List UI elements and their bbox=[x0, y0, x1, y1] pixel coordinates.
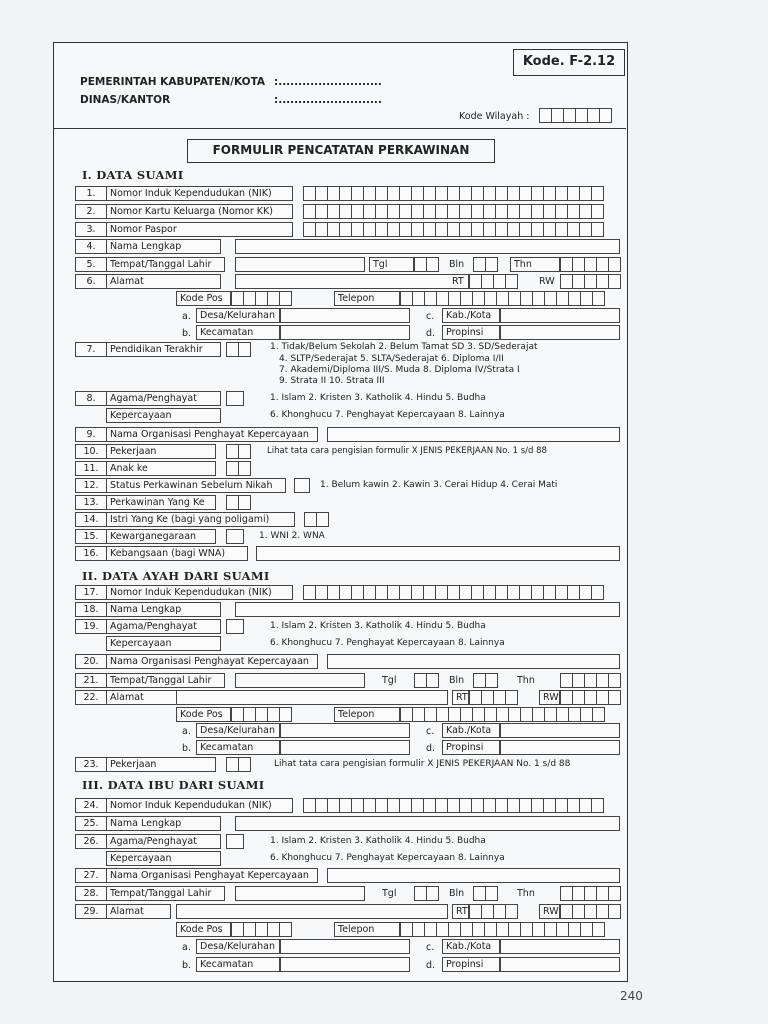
thn-cells[interactable] bbox=[560, 257, 620, 272]
ibu-nama-input[interactable] bbox=[235, 816, 620, 831]
field-28-label: 28. Tempat/Tanggal Lahir bbox=[75, 886, 225, 901]
ayah-thn-cells[interactable] bbox=[560, 673, 620, 688]
kode-wilayah-cells[interactable] bbox=[539, 108, 611, 123]
field-9-label: 9. Nama Organisasi Penghayat Kepercayaan bbox=[75, 427, 318, 442]
gov-label: PEMERINTAH KABUPATEN/KOTA bbox=[80, 76, 266, 88]
field-21-label: 21. Tempat/Tanggal Lahir bbox=[75, 673, 225, 688]
desa-label: Desa/Kelurahan bbox=[196, 308, 280, 323]
ibu-nik-cells[interactable] bbox=[303, 798, 603, 813]
ibu-desa-input[interactable] bbox=[280, 939, 410, 954]
ayah-thn-label: Thn bbox=[517, 675, 535, 686]
field-19-label: 19. Agama/Penghayat bbox=[75, 619, 221, 634]
ayah-nik-cells[interactable] bbox=[303, 585, 603, 600]
ayah-rw-label: RW bbox=[539, 690, 560, 705]
form-page bbox=[53, 42, 628, 982]
kewarganegaraan-opts: 1. WNI 2. WNA bbox=[259, 531, 325, 541]
section-data-ayah: II. DATA AYAH DARI SUAMI bbox=[82, 569, 270, 583]
field-8-kepercayaan: Kepercayaan bbox=[106, 408, 221, 423]
kk-cells[interactable] bbox=[303, 204, 603, 219]
tgl-label: Tgl bbox=[369, 257, 414, 272]
field-25-label: 25. Nama Lengkap bbox=[75, 816, 221, 831]
ibu-kodepos-cells[interactable] bbox=[231, 922, 291, 937]
field-29-label: 29. Alamat bbox=[75, 904, 171, 919]
kab-label: Kab./Kota bbox=[442, 308, 500, 323]
ayah-kodepos-label: Kode Pos bbox=[176, 707, 231, 722]
kab-input[interactable] bbox=[500, 308, 620, 323]
rt-cells[interactable] bbox=[469, 274, 517, 289]
field-5-label: 5. Tempat/Tanggal Lahir bbox=[75, 257, 225, 272]
ayah-bln-label: Bln bbox=[449, 675, 465, 686]
tgl-cells[interactable] bbox=[414, 257, 438, 272]
ibu-rt-cells[interactable] bbox=[469, 904, 517, 919]
field-23-label: 23. Pekerjaan bbox=[75, 757, 216, 772]
field-3-label: 3. Nomor Paspor bbox=[75, 222, 293, 237]
kodepos-cells[interactable] bbox=[231, 291, 291, 306]
field-15-label: 15. Kewarganegaraan bbox=[75, 529, 216, 544]
anak-ke-cells[interactable] bbox=[226, 461, 250, 476]
ayah-sub-b: b. bbox=[182, 743, 192, 754]
telepon-label: Telepon bbox=[334, 291, 400, 306]
rt-label: RT bbox=[452, 276, 464, 287]
nama-input[interactable] bbox=[235, 239, 620, 254]
kodepos-label: Kode Pos bbox=[176, 291, 231, 306]
ibu-thn-cells[interactable] bbox=[560, 886, 620, 901]
ibu-agama-cells[interactable] bbox=[226, 834, 243, 849]
pendidikan-opt-2: 4. SLTP/Sederajat 5. SLTA/Sederajat 6. Diploma I/II bbox=[279, 354, 504, 364]
field-26-label: 26. Agama/Penghayat bbox=[75, 834, 221, 849]
ibu-alamat-input[interactable] bbox=[176, 904, 448, 919]
page-number: 240 bbox=[620, 989, 643, 1003]
tempat-lahir-input[interactable] bbox=[235, 257, 365, 272]
ibu-tempat-lahir-input[interactable] bbox=[235, 886, 365, 901]
ibu-telepon-cells[interactable] bbox=[400, 922, 604, 937]
field-18-label: 18. Nama Lengkap bbox=[75, 602, 221, 617]
ibu-bln-label: Bln bbox=[449, 888, 465, 899]
pendidikan-opt-1: 1. Tidak/Belum Sekolah 2. Belum Tamat SD 3. SD/Sederajat bbox=[270, 342, 538, 352]
ayah-kecamatan-label: Kecamatan bbox=[196, 740, 280, 755]
gov-dots: :.......................... bbox=[274, 76, 382, 88]
paspor-cells[interactable] bbox=[303, 222, 603, 237]
ayah-tempat-lahir-input[interactable] bbox=[235, 673, 365, 688]
propinsi-label: Propinsi bbox=[442, 325, 500, 340]
istri-ke-cells[interactable] bbox=[304, 512, 328, 527]
ibu-rt-label: RT bbox=[452, 904, 469, 919]
field-1-label: 1. Nomor Induk Kependudukan (NIK) bbox=[75, 186, 293, 201]
ibu-kecamatan-label: Kecamatan bbox=[196, 957, 280, 972]
section-data-ibu: III. DATA IBU DARI SUAMI bbox=[82, 778, 265, 792]
desa-input[interactable] bbox=[280, 308, 410, 323]
ayah-kab-input[interactable] bbox=[500, 723, 620, 738]
pendidikan-opt-4: 9. Strata II 10. Strata III bbox=[279, 376, 385, 386]
ibu-propinsi-label: Propinsi bbox=[442, 957, 500, 972]
kecamatan-input[interactable] bbox=[280, 325, 410, 340]
section-data-suami: I. DATA SUAMI bbox=[82, 168, 184, 182]
field-11-label: 11. Anak ke bbox=[75, 461, 216, 476]
ibu-agama-opt-2: 6. Khonghucu 7. Penghayat Kepercayaan 8. Lainnya bbox=[270, 853, 505, 863]
ibu-propinsi-input[interactable] bbox=[500, 957, 620, 972]
ayah-nama-input[interactable] bbox=[235, 602, 620, 617]
pendidikan-cells[interactable] bbox=[226, 342, 250, 357]
ayah-organisasi-input[interactable] bbox=[327, 654, 620, 669]
field-8-label: 8. Agama/Penghayat bbox=[75, 391, 221, 406]
pendidikan-opt-3: 7. Akademi/Diploma III/S. Muda 8. Diploma IV/Strata I bbox=[279, 365, 520, 375]
field-2-label: 2. Nomor Kartu Keluarga (Nomor KK) bbox=[75, 204, 293, 219]
propinsi-input[interactable] bbox=[500, 325, 620, 340]
ibu-kodepos-label: Kode Pos bbox=[176, 922, 231, 937]
ayah-telepon-label: Telepon bbox=[334, 707, 400, 722]
ibu-kab-input[interactable] bbox=[500, 939, 620, 954]
field-13-label: 13. Perkawinan Yang Ke bbox=[75, 495, 216, 510]
ayah-rw-cells[interactable] bbox=[560, 690, 620, 705]
field-10-label: 10. Pekerjaan bbox=[75, 444, 216, 459]
form-code-box: Kode. F-2.12 bbox=[513, 49, 625, 76]
field-4-label: 4. Nama Lengkap bbox=[75, 239, 221, 254]
ayah-kab-label: Kab./Kota bbox=[442, 723, 500, 738]
nik-cells[interactable] bbox=[303, 186, 603, 201]
ibu-telepon-label: Telepon bbox=[334, 922, 400, 937]
ayah-telepon-cells[interactable] bbox=[400, 707, 604, 722]
ayah-agama-opt-2: 6. Khonghucu 7. Penghayat Kepercayaan 8. Lainnya bbox=[270, 638, 505, 648]
field-22-label: 22. Alamat bbox=[75, 690, 221, 705]
ayah-propinsi-input[interactable] bbox=[500, 740, 620, 755]
ibu-thn-label: Thn bbox=[517, 888, 535, 899]
agama-cells[interactable] bbox=[226, 391, 243, 406]
ibu-rw-label: RW bbox=[539, 904, 560, 919]
ayah-agama-cells[interactable] bbox=[226, 619, 243, 634]
ayah-propinsi-label: Propinsi bbox=[442, 740, 500, 755]
perkawinan-ke-cells[interactable] bbox=[226, 495, 250, 510]
ayah-sub-a: a. bbox=[182, 726, 191, 737]
ibu-sub-c: c. bbox=[426, 942, 435, 953]
ibu-organisasi-input[interactable] bbox=[327, 868, 620, 883]
form-title: FORMULIR PENCATATAN PERKAWINAN bbox=[187, 139, 495, 163]
ibu-desa-label: Desa/Kelurahan bbox=[196, 939, 280, 954]
ayah-sub-d: d. bbox=[426, 743, 436, 754]
pekerjaan-note: Lihat tata cara pengisian formulir X JENIS PEKERJAAN No. 1 s/d 88 bbox=[267, 446, 547, 456]
ibu-sub-a: a. bbox=[182, 942, 191, 953]
field-17-label: 17. Nomor Induk Kependudukan (NIK) bbox=[75, 585, 293, 600]
agama-opt-2: 6. Khonghucu 7. Penghayat Kepercayaan 8. Lainnya bbox=[270, 410, 505, 420]
ayah-tgl-cells[interactable] bbox=[414, 673, 438, 688]
ibu-tgl-cells[interactable] bbox=[414, 886, 438, 901]
ayah-kecamatan-input[interactable] bbox=[280, 740, 410, 755]
ayah-pekerjaan-cells[interactable] bbox=[226, 757, 250, 772]
field-26-kepercayaan: Kepercayaan bbox=[106, 851, 221, 866]
bln-cells[interactable] bbox=[473, 257, 497, 272]
field-6-label: 6. Alamat bbox=[75, 274, 221, 289]
alamat-input[interactable] bbox=[235, 274, 469, 289]
ayah-bln-cells[interactable] bbox=[473, 673, 497, 688]
ayah-pekerjaan-note: Lihat tata cara pengisian formulir X JENIS PEKERJAAN No. 1 s/d 88 bbox=[274, 759, 571, 769]
dinas-dots: :.......................... bbox=[274, 94, 382, 106]
ibu-sub-b: b. bbox=[182, 960, 192, 971]
sub-a: a. bbox=[182, 311, 191, 322]
telepon-cells[interactable] bbox=[400, 291, 604, 306]
ibu-tgl-label: Tgl bbox=[382, 888, 397, 899]
field-14-label: 14. Istri Yang Ke (bagi yang poligami) bbox=[75, 512, 295, 527]
field-24-label: 24. Nomor Induk Kependudukan (NIK) bbox=[75, 798, 293, 813]
header-divider bbox=[54, 128, 626, 129]
pekerjaan-cells[interactable] bbox=[226, 444, 250, 459]
ibu-kecamatan-input[interactable] bbox=[280, 957, 410, 972]
ayah-desa-label: Desa/Kelurahan bbox=[196, 723, 280, 738]
ayah-tgl-label: Tgl bbox=[382, 675, 397, 686]
field-20-label: 20. Nama Organisasi Penghayat Kepercayaan bbox=[75, 654, 318, 669]
status-cells[interactable] bbox=[294, 478, 309, 493]
status-opts: 1. Belum kawin 2. Kawin 3. Cerai Hidup 4. Cerai Mati bbox=[320, 480, 558, 490]
ibu-kab-label: Kab./Kota bbox=[442, 939, 500, 954]
ibu-agama-opt-1: 1. Islam 2. Kristen 3. Katholik 4. Hindu 5. Budha bbox=[270, 836, 486, 846]
kecamatan-label: Kecamatan bbox=[196, 325, 280, 340]
ayah-alamat-input[interactable] bbox=[176, 690, 448, 705]
field-16-label: 16. Kebangsaan (bagi WNA) bbox=[75, 546, 248, 561]
agama-opt-1: 1. Islam 2. Kristen 3. Katholik 4. Hindu 5. Budha bbox=[270, 393, 486, 403]
ibu-rw-cells[interactable] bbox=[560, 904, 620, 919]
field-27-label: 27. Nama Organisasi Penghayat Kepercayaan bbox=[75, 868, 318, 883]
field-19-kepercayaan: Kepercayaan bbox=[106, 636, 221, 651]
thn-label: Thn bbox=[510, 257, 560, 272]
bln-label: Bln bbox=[449, 259, 465, 270]
sub-b: b. bbox=[182, 328, 192, 339]
sub-c: c. bbox=[426, 311, 435, 322]
ayah-rt-label: RT bbox=[452, 690, 469, 705]
ayah-kodepos-cells[interactable] bbox=[231, 707, 291, 722]
ayah-sub-c: c. bbox=[426, 726, 435, 737]
dinas-label: DINAS/KANTOR bbox=[80, 94, 171, 106]
kewarganegaraan-cells[interactable] bbox=[226, 529, 243, 544]
field-12-label: 12. Status Perkawinan Sebelum Nikah bbox=[75, 478, 286, 493]
organisasi-input[interactable] bbox=[327, 427, 620, 442]
ibu-bln-cells[interactable] bbox=[473, 886, 497, 901]
ayah-agama-opt-1: 1. Islam 2. Kristen 3. Katholik 4. Hindu 5. Budha bbox=[270, 621, 486, 631]
kode-wilayah-label: Kode Wilayah : bbox=[459, 111, 530, 122]
ibu-sub-d: d. bbox=[426, 960, 436, 971]
field-7-label: 7. Pendidikan Terakhir bbox=[75, 342, 221, 357]
sub-d: d. bbox=[426, 328, 436, 339]
ayah-rt-cells[interactable] bbox=[469, 690, 517, 705]
rw-cells[interactable] bbox=[560, 274, 620, 289]
rw-label: RW bbox=[539, 276, 555, 287]
kebangsaan-input[interactable] bbox=[256, 546, 620, 561]
ayah-desa-input[interactable] bbox=[280, 723, 410, 738]
